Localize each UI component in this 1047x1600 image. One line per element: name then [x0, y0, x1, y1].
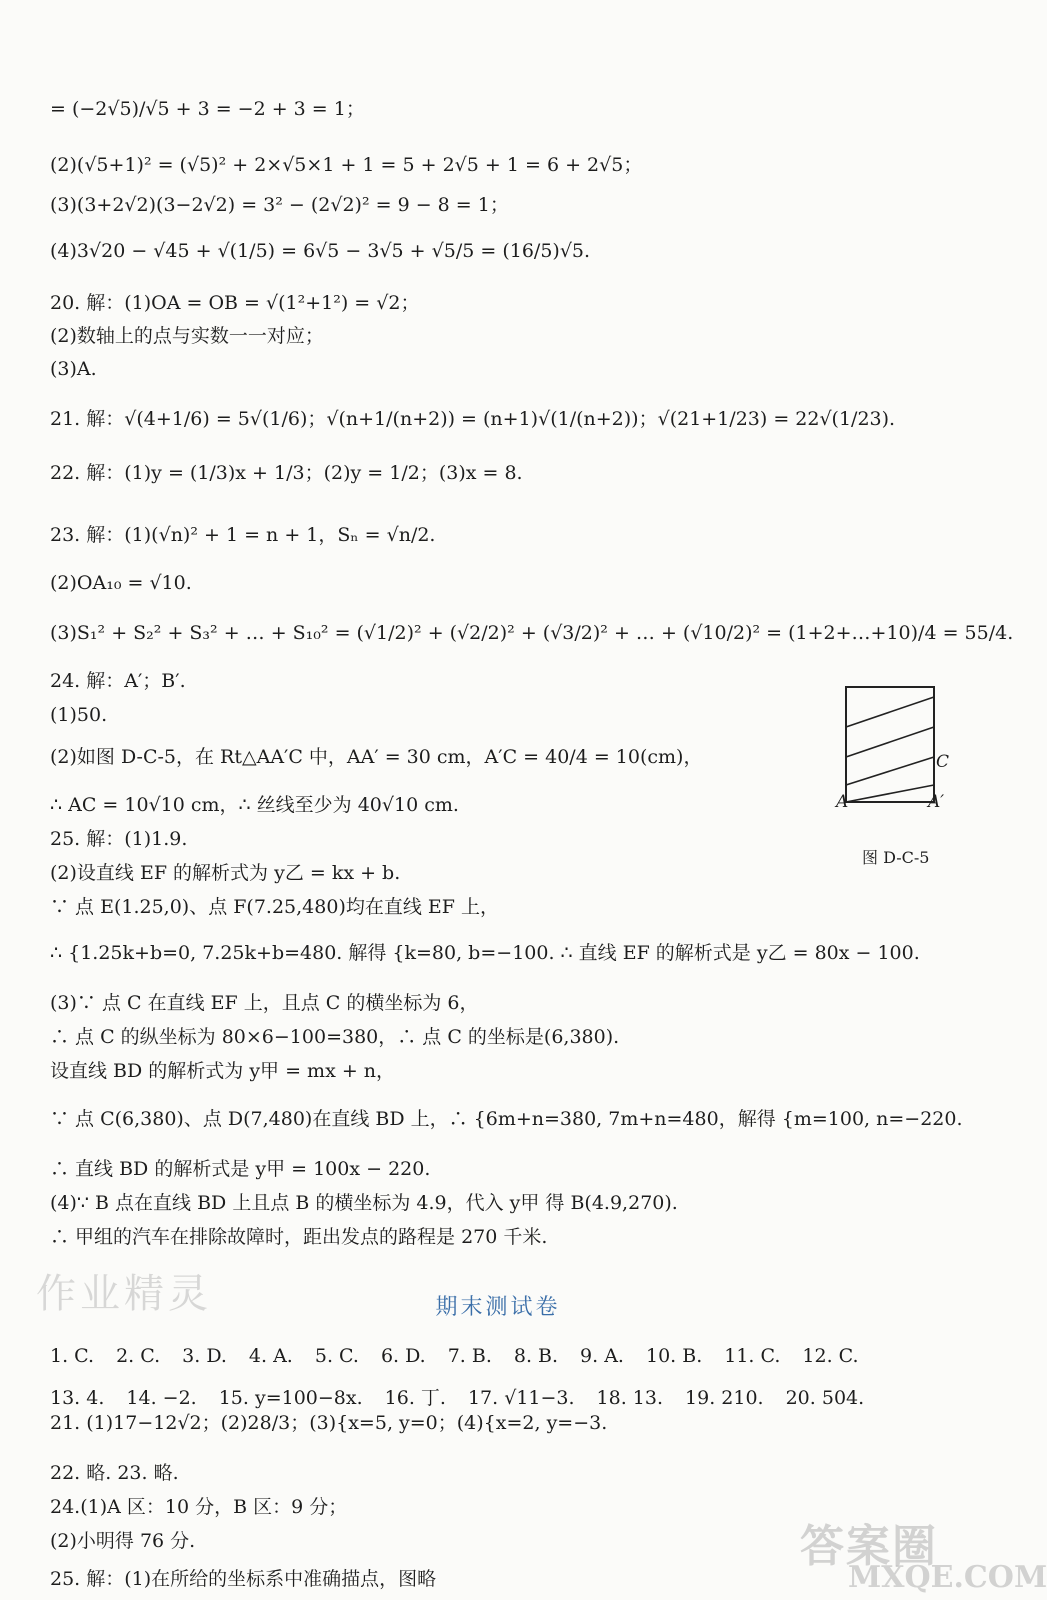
figure-label-c: C: [936, 752, 950, 772]
figure-thread-line: [846, 697, 934, 727]
choice-answer: 15. y=100−8x.: [218, 1387, 363, 1409]
choice-answer: 2. C.: [116, 1345, 161, 1367]
answer-line: 24.(1)A 区：10 分，B 区：9 分；: [50, 1496, 348, 1518]
choice-answer: 4. A.: [248, 1345, 293, 1367]
answer-line: (4)3√20 − √45 + √(1/5) = 6√5 − 3√5 + √5/5 = (16/5)√5.: [50, 240, 591, 262]
watermark-top-left: 作业精灵: [36, 1271, 212, 1317]
answer-line: (1)50.: [50, 704, 108, 726]
answer-line: = (−2√5)/√5 + 3 = −2 + 3 = 1；: [50, 98, 365, 120]
answer-line: ∵ 点 E(1.25,0)、点 F(7.25,480)均在直线 EF 上，: [50, 896, 499, 918]
answer-line: (2)(√5+1)² = (√5)² + 2×√5×1 + 1 = 5 + 2√5 + 1 = 6 + 2√5；: [50, 154, 643, 176]
choice-answer: 17. √11−3.: [467, 1387, 575, 1409]
answer-line: ∴ 直线 BD 的解析式是 y甲 = 100x − 220.: [50, 1158, 431, 1180]
choice-answer: 18. 13.: [596, 1387, 664, 1409]
answer-line: ∵ 点 C(6,380)、点 D(7,480)在直线 BD 上，∴ {6m+n=380, 7m+n=480，解得 {m=100, n=−220.: [50, 1108, 963, 1130]
answer-line: 24. 解：A′；B′.: [50, 670, 186, 692]
figure-thread-line: [846, 785, 934, 802]
answer-line: (3)(3+2√2)(3−2√2) = 3² − (2√2)² = 9 − 8 = 1；: [50, 194, 509, 216]
choice-answer: 1. C.: [50, 1345, 95, 1367]
choice-answer: 9. A.: [580, 1345, 624, 1367]
choice-answer: 3. D.: [182, 1345, 227, 1367]
section-title: 期末测试卷: [435, 1295, 561, 1320]
answer-line: 21. 解：√(4+1/6) = 5√(1/6)；√(n+1/(n+2)) = (n+1)√(1/(n+2))；√(21+1/23) = 22√(1/23).: [50, 408, 896, 430]
choice-answer: 13. 4.: [50, 1387, 105, 1409]
choice-answer: 16. 丁.: [384, 1387, 446, 1409]
answer-line: 22. 解：(1)y = (1/3)x + 1/3；(2)y = 1/2；(3)x = 8.: [50, 462, 523, 484]
choice-answer: 5. C.: [314, 1345, 359, 1367]
choice-answer: 12. C.: [802, 1345, 859, 1367]
answer-line: (3)∵ 点 C 在直线 EF 上，且点 C 的横坐标为 6，: [50, 992, 479, 1014]
choice-answer: 10. B.: [645, 1345, 703, 1367]
answer-line: 设直线 BD 的解析式为 y甲 = mx + n，: [50, 1060, 396, 1082]
answer-line: (2)小明得 76 分.: [50, 1530, 196, 1552]
answer-line: (2)OA₁₀ = √10.: [50, 572, 192, 594]
choice-answer: 7. B.: [447, 1345, 492, 1367]
answer-line: 25. 解：(1)在所给的坐标系中准确描点，图略: [50, 1568, 437, 1590]
figure-thread-line: [846, 757, 934, 785]
answer-line: 23. 解：(1)(√n)² + 1 = n + 1，Sₙ = √n/2.: [50, 524, 436, 546]
figure-label-a-prime: A′: [928, 792, 945, 812]
choice-answer: 6. D.: [380, 1345, 426, 1367]
answer-line: (3)A.: [50, 358, 97, 380]
choice-answer: 11. C.: [724, 1345, 781, 1367]
answer-line: (3)S₁² + S₂² + S₃² + … + S₁₀² = (√1/2)² + (√2/2)² + (√3/2)² + … + (√10/2)² = (1+2+…+10)/4 = 55/4.: [50, 622, 1014, 644]
answer-line: 21. (1)17−12√2；(2)28/3；(3){x=5, y=0；(4){x=2, y=−3.: [50, 1412, 608, 1434]
choice-answer: 8. B.: [513, 1345, 559, 1367]
answer-line: (2)数轴上的点与实数一一对应；: [50, 325, 324, 347]
answer-line: (4)∵ B 点在直线 BD 上且点 B 的横坐标为 4.9，代入 y甲 得 B(4.9,270).: [50, 1192, 678, 1214]
watermark-bottom-right-url: MXQE.COM: [848, 1560, 1047, 1595]
choice-answer: 14. −2.: [126, 1387, 197, 1409]
answer-line: (2)如图 D-C-5，在 Rt△AA′C 中，AA′ = 30 cm，A′C = 40/4 = 10(cm)，: [50, 746, 703, 768]
answer-line: ∴ AC = 10√10 cm，∴ 丝线至少为 40√10 cm.: [50, 794, 459, 816]
figure-d-c-5: [840, 685, 950, 845]
answer-line: 20. 解：(1)OA = OB = √(1²+1²) = √2；: [50, 292, 420, 314]
answer-line: 25. 解：(1)1.9.: [50, 828, 188, 850]
figure-caption: 图 D-C-5: [862, 848, 930, 867]
choice-answer: 19. 210.: [685, 1387, 764, 1409]
figure-thread-line: [846, 727, 934, 757]
watermark-bottom-right: 答案圈: [800, 1521, 938, 1572]
choice-answer: 20. 504.: [785, 1387, 865, 1409]
answer-line: 22. 略. 23. 略.: [50, 1462, 179, 1484]
answer-line: ∴ {1.25k+b=0, 7.25k+b=480. 解得 {k=80, b=−100. ∴ 直线 EF 的解析式是 y乙 = 80x − 100.: [50, 942, 920, 964]
figure-rectangle: [846, 687, 934, 802]
figure-label-a: A: [836, 792, 849, 812]
choice-answers-row-1: [50, 1345, 881, 1367]
answer-line: ∴ 点 C 的纵坐标为 80×6−100=380，∴ 点 C 的坐标是(6,380).: [50, 1026, 620, 1048]
choice-answers-row-2: [50, 1383, 886, 1410]
answer-line: (2)设直线 EF 的解析式为 y乙 = kx + b.: [50, 862, 401, 884]
answer-line: ∴ 甲组的汽车在排除故障时，距出发点的路程是 270 千米.: [50, 1226, 548, 1248]
